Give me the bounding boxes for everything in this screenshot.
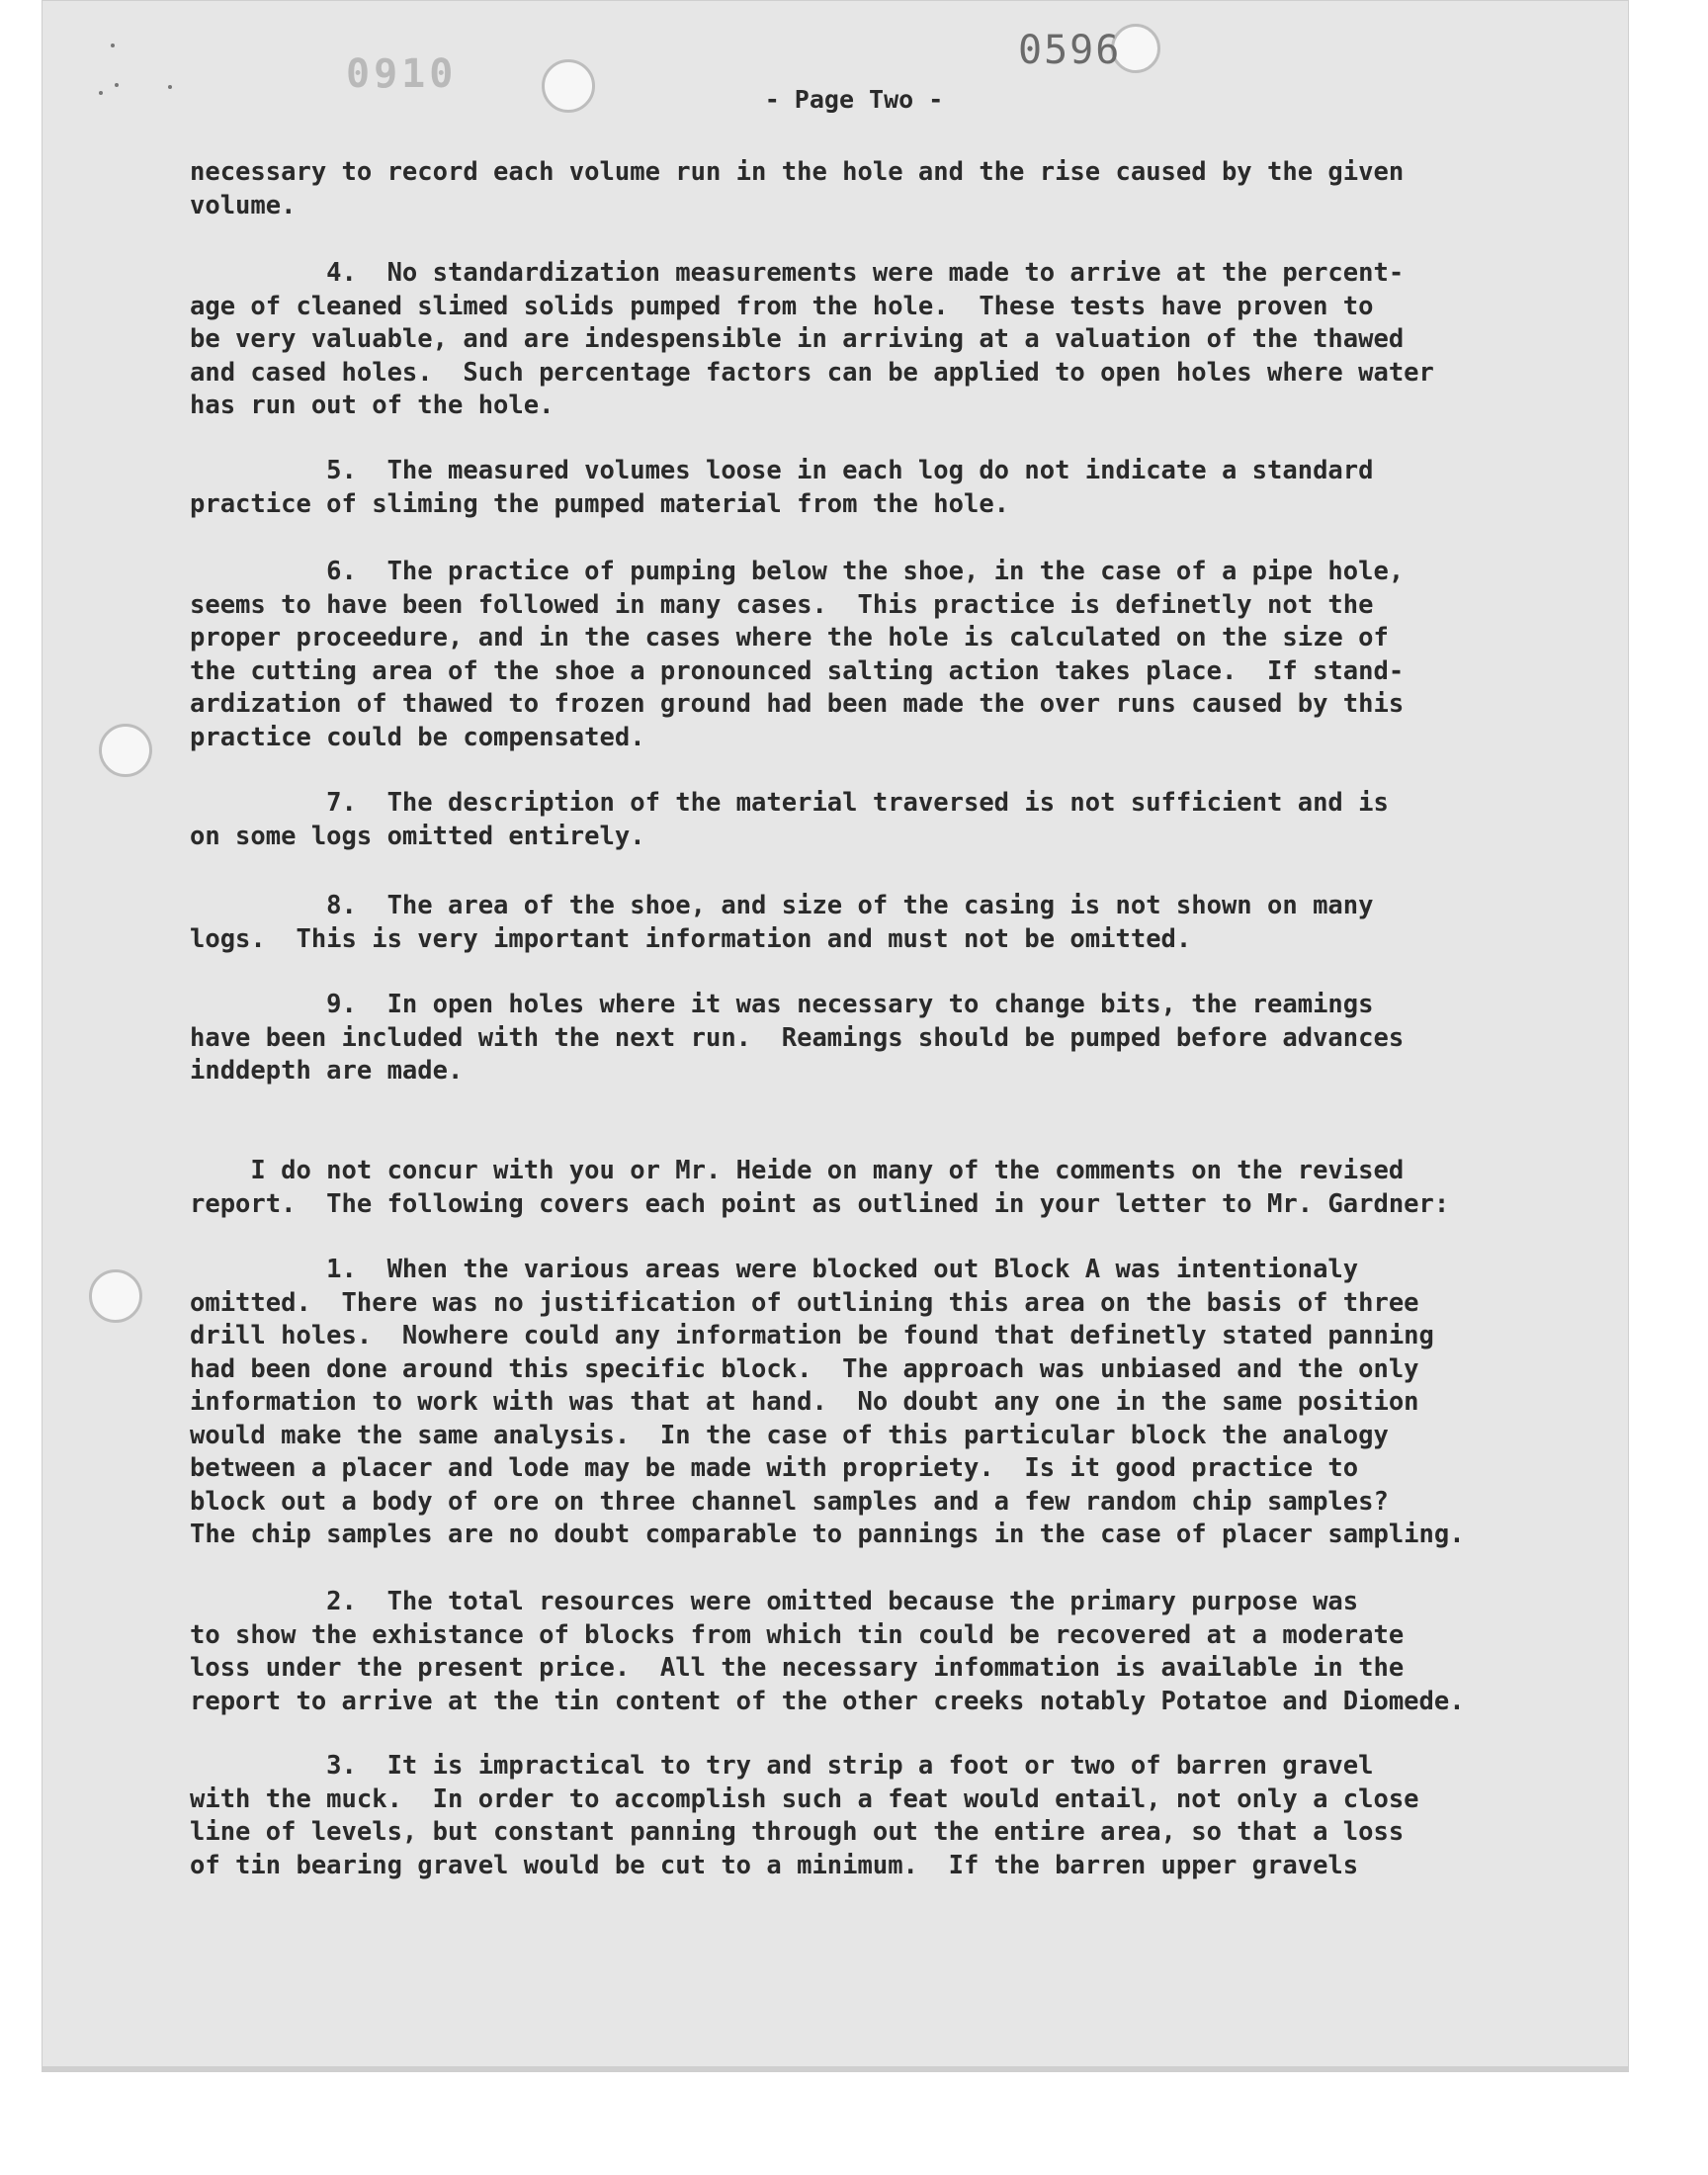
paragraph-item-6: 6. The practice of pumping below the shoe, in the case of a pipe hole, seems to have been followed in many cases. This practice is definetly not the proper proceedure, and in the cases where the hole is calculated on the size of the cutting area of the shoe a pronounced salting action takes place. If stand- ardization of thawed to frozen ground had been made the over runs caused by this practice could be compensated.: [190, 557, 1405, 752]
paragraph-item-5: 5. The measured volumes loose in each log do not indicate a standard practice of sliming the pumped material from the hole.: [190, 456, 1374, 519]
paragraph-item-9: 9. In open holes where it was necessary to change bits, the reamings have been included with the next run. Reamings should be pumped before advances inddepth are made.: [190, 990, 1405, 1086]
paragraph-item-8: 8. The area of the shoe, and size of the casing is not shown on many logs. This is very important information and must not be omitted.: [190, 891, 1374, 954]
paragraph-point-3: 3. It is impractical to try and strip a foot or two of barren gravel with the muck. In order to accomplish such a feat would entail, not only a close line of levels, but constant panning through out the entire area, so that a loss of tin bearing gravel would be cut to a minimum. If the barren upper gravels: [190, 1751, 1419, 1880]
paragraph-item-4: 4. No standardization measurements were made to arrive at the percent- age of cleaned slimed solids pumped from the hole. These tests have proven to be very valuable, and are indespensible in arriving at a valuation of the thawed and cased holes. Such percentage factors can be applied to open holes where water has run out of the hole.: [190, 258, 1434, 420]
faded-stamp: 0910: [346, 51, 458, 97]
ink-speck: [111, 44, 115, 47]
paragraph-item-7: 7. The description of the material traversed is not sufficient and is on some logs omitted entirely.: [190, 788, 1389, 851]
paragraph-point-2: 2. The total resources were omitted because the primary purpose was to show the exhistance of blocks from which tin could be recovered at a moderate loss under the present price. All the necessary infommation is available in the report to arrive at the tin content of the other creeks notably Potatoe and Diomede.: [190, 1587, 1465, 1716]
page-header: - Page Two -: [764, 85, 944, 114]
punch-hole-middle: [99, 724, 152, 777]
page-stamp-number: 0596: [1018, 28, 1122, 73]
punch-hole-lower: [89, 1269, 142, 1323]
paragraph-point-1: 1. When the various areas were blocked out Block A was intentionaly omitted. There was no justification of outlining this area on the basis of three drill holes. Nowhere could any information be found that definetly stated panning had been done around this specific block. The approach was unbiased and the only information to work with was that at hand. No doubt any one in the same position would make the same analysis. In the case of this particular block the analogy between a placer and lode may be made with propriety. Is it good practice to block out a body of ore on three channel samples and a few random chip samples? The chip samples are no doubt comparable to pannings in the case of placer sampling.: [190, 1255, 1465, 1549]
paragraph-intro: I do not concur with you or Mr. Heide on many of the comments on the revised report. The following covers each point as outlined in your letter to Mr. Gardner:: [190, 1156, 1450, 1219]
paragraph-continuation: necessary to record each volume run in the hole and the rise caused by the given volume.: [190, 157, 1405, 220]
